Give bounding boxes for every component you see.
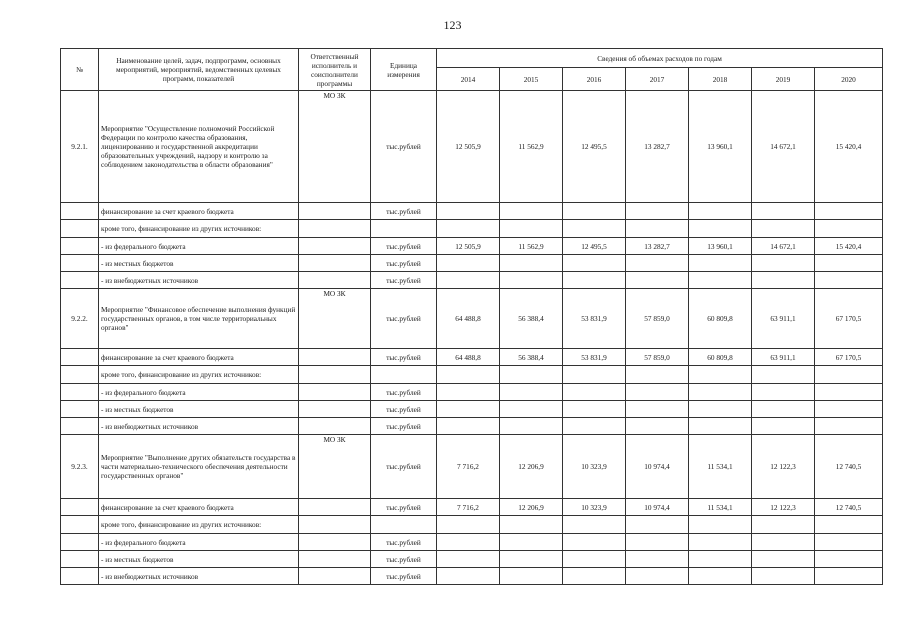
year-value: 10 323,9: [563, 435, 626, 499]
unit-cell: тыс.рублей: [371, 418, 437, 435]
year-value: [437, 366, 500, 384]
funding-row: [61, 349, 883, 366]
year-value: [563, 366, 626, 384]
funding-source-label: - из федерального бюджета: [99, 238, 299, 255]
year-value: [689, 534, 752, 551]
funding-source-label: - из местных бюджетов: [99, 551, 299, 568]
year-value: [689, 255, 752, 272]
year-value: [815, 366, 883, 384]
year-value: [752, 516, 815, 534]
header-num: №: [61, 49, 99, 91]
unit-cell: тыс.рублей: [371, 499, 437, 516]
funding-row: [61, 255, 883, 272]
row-number-cell: [61, 255, 99, 272]
table-body: [61, 91, 883, 585]
funding-source-label: - из федерального бюджета: [99, 534, 299, 551]
header-year: 2017: [626, 68, 689, 91]
row-number-cell: [61, 499, 99, 516]
year-value: 7 716,2: [437, 499, 500, 516]
unit-cell: тыс.рублей: [371, 203, 437, 220]
responsible-cell: [299, 418, 371, 435]
funding-source-label: - из федерального бюджета: [99, 384, 299, 401]
unit-cell: [371, 366, 437, 384]
year-value: 12 505,9: [437, 91, 500, 203]
year-value: [689, 568, 752, 585]
year-value: [563, 551, 626, 568]
year-value: [437, 255, 500, 272]
unit-cell: тыс.рублей: [371, 91, 437, 203]
unit-cell: тыс.рублей: [371, 238, 437, 255]
year-value: [437, 220, 500, 238]
year-value: [752, 568, 815, 585]
year-value: [752, 272, 815, 289]
header-name: Наименование целей, задач, подпрограмм, основных мероприятий, мероприятий, ведомственных целевых программ, показателей: [99, 49, 299, 91]
year-value: [626, 272, 689, 289]
budget-table: [60, 48, 883, 585]
row-number-cell: [61, 238, 99, 255]
year-value: 57 859,0: [626, 349, 689, 366]
year-value: 63 911,1: [752, 349, 815, 366]
year-value: 14 672,1: [752, 238, 815, 255]
unit-cell: тыс.рублей: [371, 534, 437, 551]
year-value: [437, 203, 500, 220]
year-value: [626, 534, 689, 551]
year-value: 15 420,4: [815, 238, 883, 255]
unit-cell: тыс.рублей: [371, 384, 437, 401]
year-value: [752, 551, 815, 568]
unit-cell: тыс.рублей: [371, 255, 437, 272]
year-value: [815, 516, 883, 534]
year-value: [752, 220, 815, 238]
year-value: [563, 384, 626, 401]
funding-row: [61, 418, 883, 435]
year-value: 11 562,9: [500, 238, 563, 255]
year-value: [815, 401, 883, 418]
year-value: [563, 401, 626, 418]
year-value: 10 974,4: [626, 499, 689, 516]
year-value: 12 495,5: [563, 238, 626, 255]
responsible-cell: [299, 220, 371, 238]
header-year: 2015: [500, 68, 563, 91]
year-value: [437, 551, 500, 568]
year-value: 53 831,9: [563, 349, 626, 366]
header-year: 2018: [689, 68, 752, 91]
row-number-cell: [61, 534, 99, 551]
year-value: [437, 534, 500, 551]
funding-source-label: финансирование за счет краевого бюджета: [99, 349, 299, 366]
responsible-cell: [299, 516, 371, 534]
responsible-cell: [299, 384, 371, 401]
table-header: [61, 49, 883, 91]
row-number-cell: [61, 220, 99, 238]
funding-row: [61, 551, 883, 568]
header-year: 2019: [752, 68, 815, 91]
year-value: [500, 568, 563, 585]
row-number-cell: [61, 384, 99, 401]
row-number-cell: [61, 418, 99, 435]
year-value: [437, 384, 500, 401]
year-value: 63 911,1: [752, 289, 815, 349]
year-value: 11 534,1: [689, 435, 752, 499]
year-value: [815, 568, 883, 585]
year-value: 10 323,9: [563, 499, 626, 516]
year-value: [689, 516, 752, 534]
unit-cell: тыс.рублей: [371, 568, 437, 585]
year-value: [689, 401, 752, 418]
year-value: [626, 516, 689, 534]
year-value: [500, 203, 563, 220]
page-number: 123: [443, 18, 462, 32]
activity-name: Мероприятие "Выполнение других обязательств государства в части материально-технического обеспечения деятельности государственных органов": [99, 435, 299, 499]
funding-source-label: - из внебюджетных источников: [99, 568, 299, 585]
responsible-cell: [299, 238, 371, 255]
year-value: [626, 418, 689, 435]
year-value: [689, 384, 752, 401]
activity-name: Мероприятие "Осуществление полномочий Российской Федерации по контролю качества образования, лицензированию и государственной аккредитации образовательных учреждений, надзору и контролю за соблюдением законодательства в области образования": [99, 91, 299, 203]
unit-cell: [371, 220, 437, 238]
funding-row: [61, 534, 883, 551]
year-value: 10 974,4: [626, 435, 689, 499]
year-value: [437, 272, 500, 289]
year-value: 56 388,4: [500, 349, 563, 366]
row-number-cell: [61, 349, 99, 366]
funding-row: [61, 499, 883, 516]
activity-row: [61, 289, 883, 349]
responsible-cell: [299, 272, 371, 289]
year-value: 12 122,3: [752, 499, 815, 516]
year-value: [752, 203, 815, 220]
year-value: 14 672,1: [752, 91, 815, 203]
year-value: 12 740,5: [815, 435, 883, 499]
year-value: 11 562,9: [500, 91, 563, 203]
unit-cell: тыс.рублей: [371, 349, 437, 366]
row-number-cell: [61, 516, 99, 534]
unit-cell: тыс.рублей: [371, 289, 437, 349]
responsible-executor: МО ЗК: [299, 289, 371, 349]
year-value: [437, 401, 500, 418]
year-value: 15 420,4: [815, 91, 883, 203]
year-value: [815, 551, 883, 568]
year-value: 67 170,5: [815, 289, 883, 349]
activity-number: 9.2.1.: [61, 91, 99, 203]
year-value: [563, 203, 626, 220]
unit-cell: тыс.рублей: [371, 551, 437, 568]
year-value: 12 495,5: [563, 91, 626, 203]
year-value: [500, 516, 563, 534]
year-value: [752, 418, 815, 435]
year-value: [689, 366, 752, 384]
activity-number: 9.2.2.: [61, 289, 99, 349]
year-value: [626, 366, 689, 384]
year-value: [626, 203, 689, 220]
funding-row: [61, 401, 883, 418]
responsible-cell: [299, 366, 371, 384]
year-value: 12 740,5: [815, 499, 883, 516]
funding-source-label: - из местных бюджетов: [99, 255, 299, 272]
responsible-cell: [299, 551, 371, 568]
row-number-cell: [61, 401, 99, 418]
year-value: [689, 272, 752, 289]
year-value: 7 716,2: [437, 435, 500, 499]
funding-source-label: - из внебюджетных источников: [99, 272, 299, 289]
responsible-cell: [299, 499, 371, 516]
year-value: [563, 255, 626, 272]
year-value: [815, 534, 883, 551]
responsible-cell: [299, 349, 371, 366]
year-value: 12 505,9: [437, 238, 500, 255]
year-value: [500, 366, 563, 384]
year-value: [500, 220, 563, 238]
year-value: [500, 255, 563, 272]
row-number-cell: [61, 203, 99, 220]
year-value: [815, 384, 883, 401]
year-value: [815, 272, 883, 289]
year-value: [563, 516, 626, 534]
year-value: [563, 568, 626, 585]
row-number-cell: [61, 366, 99, 384]
year-value: [626, 384, 689, 401]
funding-row: [61, 516, 883, 534]
funding-row: [61, 366, 883, 384]
responsible-cell: [299, 203, 371, 220]
year-value: [437, 418, 500, 435]
year-value: [815, 220, 883, 238]
activity-row: [61, 435, 883, 499]
year-value: [752, 401, 815, 418]
year-value: 64 488,8: [437, 289, 500, 349]
responsible-cell: [299, 568, 371, 585]
header-responsible: Ответственный исполнитель и соисполнители программы: [299, 49, 371, 91]
responsible-cell: [299, 534, 371, 551]
funding-row: [61, 384, 883, 401]
year-value: [500, 418, 563, 435]
funding-source-label: - из местных бюджетов: [99, 401, 299, 418]
year-value: 12 206,9: [500, 499, 563, 516]
year-value: [500, 551, 563, 568]
row-number-cell: [61, 568, 99, 585]
responsible-executor: МО ЗК: [299, 91, 371, 203]
year-value: [689, 203, 752, 220]
activity-name: Мероприятие "Финансовое обеспечение выполнения функций государственных органов, в том числе территориальных органов": [99, 289, 299, 349]
activity-row: [61, 91, 883, 203]
header-year: 2020: [815, 68, 883, 91]
year-value: [626, 568, 689, 585]
year-value: [500, 534, 563, 551]
year-value: [500, 272, 563, 289]
year-value: [563, 534, 626, 551]
year-value: 13 960,1: [689, 238, 752, 255]
funding-source-label: кроме того, финансирование из других источников:: [99, 516, 299, 534]
header-expenses: Сведения об объемах расходов по годам: [437, 49, 883, 68]
year-value: 53 831,9: [563, 289, 626, 349]
year-value: 13 282,7: [626, 91, 689, 203]
funding-row: [61, 203, 883, 220]
year-value: [626, 401, 689, 418]
unit-cell: тыс.рублей: [371, 401, 437, 418]
year-value: 67 170,5: [815, 349, 883, 366]
funding-source-label: - из внебюджетных источников: [99, 418, 299, 435]
responsible-cell: [299, 401, 371, 418]
header-year: 2016: [563, 68, 626, 91]
year-value: 64 488,8: [437, 349, 500, 366]
unit-cell: [371, 516, 437, 534]
year-value: [689, 418, 752, 435]
year-value: [752, 384, 815, 401]
year-value: [752, 366, 815, 384]
year-value: [815, 203, 883, 220]
funding-row: [61, 220, 883, 238]
year-value: [626, 220, 689, 238]
unit-cell: тыс.рублей: [371, 435, 437, 499]
year-value: [437, 516, 500, 534]
year-value: [563, 272, 626, 289]
unit-cell: тыс.рублей: [371, 272, 437, 289]
funding-row: [61, 568, 883, 585]
responsible-executor: МО ЗК: [299, 435, 371, 499]
year-value: 56 388,4: [500, 289, 563, 349]
year-value: 12 122,3: [752, 435, 815, 499]
year-value: [500, 401, 563, 418]
funding-source-label: финансирование за счет краевого бюджета: [99, 499, 299, 516]
year-value: 13 960,1: [689, 91, 752, 203]
year-value: [437, 568, 500, 585]
funding-source-label: кроме того, финансирование из других источников:: [99, 220, 299, 238]
year-value: [689, 220, 752, 238]
year-value: 12 206,9: [500, 435, 563, 499]
activity-number: 9.2.3.: [61, 435, 99, 499]
year-value: 11 534,1: [689, 499, 752, 516]
year-value: [689, 551, 752, 568]
year-value: 13 282,7: [626, 238, 689, 255]
year-value: [752, 534, 815, 551]
year-value: 60 809,8: [689, 349, 752, 366]
year-value: 60 809,8: [689, 289, 752, 349]
year-value: [752, 255, 815, 272]
year-value: [815, 255, 883, 272]
funding-row: [61, 238, 883, 255]
funding-row: [61, 272, 883, 289]
funding-source-label: кроме того, финансирование из других источников:: [99, 366, 299, 384]
row-number-cell: [61, 272, 99, 289]
year-value: [815, 418, 883, 435]
responsible-cell: [299, 255, 371, 272]
year-value: [626, 255, 689, 272]
year-value: [563, 418, 626, 435]
funding-source-label: финансирование за счет краевого бюджета: [99, 203, 299, 220]
year-value: [563, 220, 626, 238]
header-unit: Единица измерения: [371, 49, 437, 91]
year-value: [500, 384, 563, 401]
row-number-cell: [61, 551, 99, 568]
year-value: 57 859,0: [626, 289, 689, 349]
header-year: 2014: [437, 68, 500, 91]
year-value: [626, 551, 689, 568]
